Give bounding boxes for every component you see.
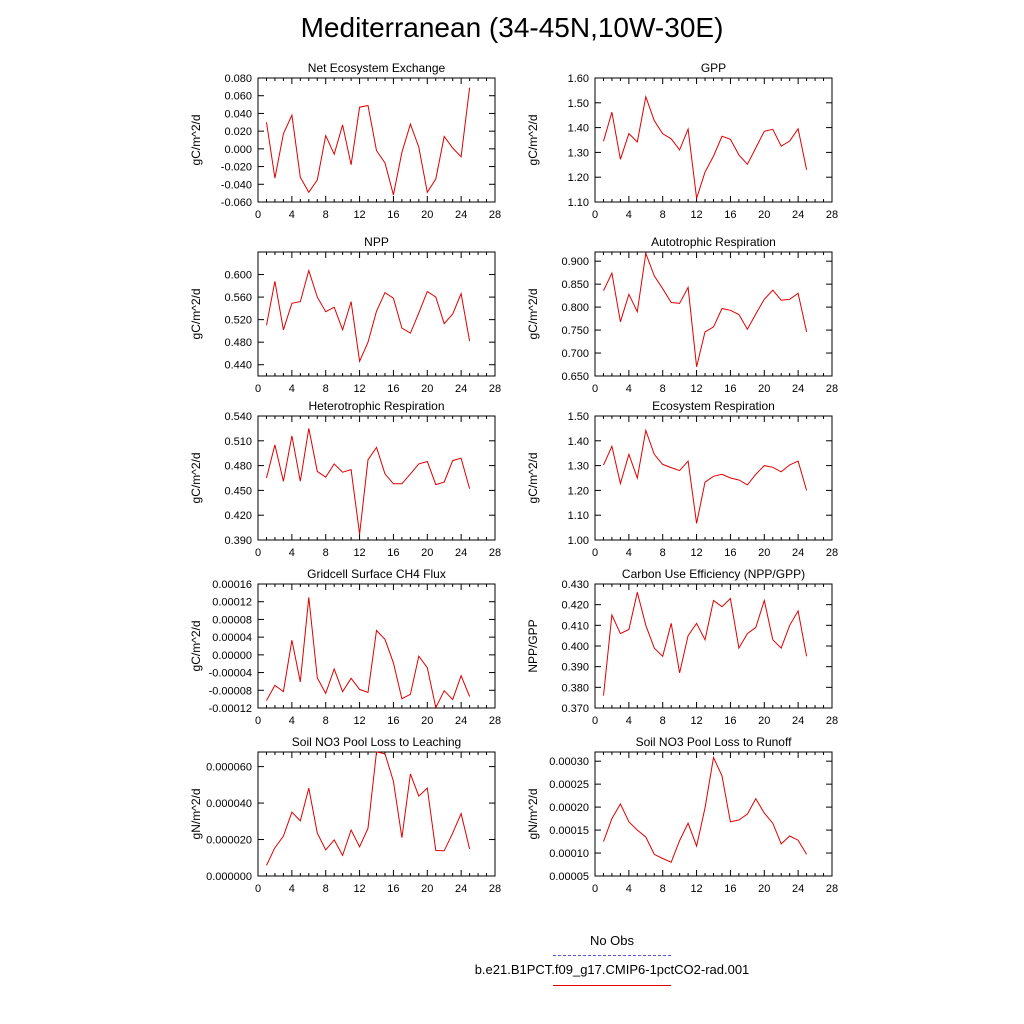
- plot-frame: [595, 78, 832, 202]
- x-tick-label: 12: [353, 209, 366, 221]
- x-tick-label: 20: [421, 209, 434, 221]
- y-tick-label: 0.430: [561, 579, 589, 591]
- y-tick-label: 0.00008: [212, 614, 252, 627]
- y-tick-label: 0.540: [224, 411, 252, 423]
- x-tick-label: 28: [825, 715, 839, 727]
- x-tick-label: 16: [387, 383, 400, 395]
- x-tick-label: 28: [825, 883, 839, 895]
- x-tick-label: 8: [659, 547, 666, 559]
- x-tick-label: 12: [353, 715, 366, 727]
- legend-obs-label: No Obs: [589, 933, 635, 948]
- y-tick-label: 1.50: [567, 411, 589, 423]
- x-tick-label: 12: [353, 547, 366, 559]
- x-tick-label: 4: [625, 715, 632, 727]
- x-tick-label: 28: [825, 547, 839, 559]
- x-tick-label: 0: [254, 209, 262, 221]
- y-tick-label: 1.60: [567, 73, 589, 85]
- legend-model-label: b.e21.B1PCT.f09_g17.CMIP6-1pctCO2-rad.001: [474, 962, 750, 977]
- x-tick-label: 0: [591, 715, 599, 727]
- y-tick-label: 0.00030: [549, 756, 589, 769]
- y-axis-label: gC/m^2/d: [526, 452, 540, 504]
- panel-9: [189, 735, 501, 895]
- x-tick-label: 24: [455, 547, 468, 559]
- y-tick-label: 0.390: [561, 661, 589, 674]
- y-tick-label: 0.000040: [206, 798, 252, 811]
- y-tick-label: 0.850: [561, 279, 589, 292]
- y-tick-label: 0.520: [224, 314, 252, 327]
- x-tick-label: 8: [322, 209, 329, 221]
- x-tick-label: 0: [591, 547, 599, 559]
- series-line: [604, 592, 807, 695]
- y-tick-label: 0.000000: [206, 871, 252, 883]
- x-tick-label: 8: [322, 883, 329, 895]
- x-tick-label: 0: [591, 883, 599, 895]
- x-tick-label: 28: [825, 209, 839, 221]
- series-line: [604, 758, 807, 863]
- x-tick-label: 12: [690, 715, 703, 727]
- y-tick-label: 1.20: [567, 172, 589, 185]
- panel-4: [526, 235, 838, 395]
- y-tick-label: 0.420: [224, 510, 252, 523]
- series-line: [267, 428, 470, 534]
- y-tick-label: 1.30: [567, 460, 589, 473]
- y-axis-label: gC/m^2/d: [526, 288, 540, 340]
- panel-title: NPP: [364, 235, 389, 249]
- y-tick-label: -0.060: [220, 197, 252, 209]
- y-tick-label: 0.000020: [206, 834, 252, 847]
- x-tick-label: 4: [288, 209, 295, 221]
- y-tick-label: 0.00000: [212, 649, 252, 662]
- y-tick-label: 0.480: [224, 460, 252, 473]
- x-tick-label: 20: [758, 209, 771, 221]
- x-tick-label: 0: [591, 209, 599, 221]
- panel-title: Soil NO3 Pool Loss to Leaching: [291, 735, 462, 749]
- x-tick-label: 4: [288, 547, 295, 559]
- y-tick-label: 0.800: [561, 302, 589, 315]
- x-tick-label: 24: [792, 547, 805, 559]
- y-tick-label: 1.40: [567, 435, 589, 448]
- x-tick-label: 8: [659, 883, 666, 895]
- y-tick-label: 0.900: [561, 256, 589, 269]
- x-tick-label: 4: [625, 383, 632, 395]
- x-tick-label: 20: [421, 715, 434, 727]
- y-tick-label: 0.020: [224, 126, 252, 139]
- plot-frame: [258, 252, 495, 376]
- x-tick-label: 28: [488, 383, 502, 395]
- y-axis-label: gC/m^2/d: [189, 288, 203, 340]
- y-tick-label: 0.510: [224, 435, 252, 448]
- panel-title: Net Ecosystem Exchange: [307, 61, 446, 75]
- x-tick-label: 8: [659, 209, 666, 221]
- panel-title: Heterotrophic Respiration: [308, 399, 445, 413]
- x-tick-label: 20: [758, 383, 771, 395]
- x-tick-label: 24: [792, 383, 805, 395]
- y-tick-label: 0.000: [224, 143, 252, 156]
- y-tick-label: 0.00012: [212, 596, 252, 609]
- series-line: [267, 752, 470, 865]
- x-tick-label: 20: [758, 547, 771, 559]
- x-tick-label: 20: [421, 883, 434, 895]
- x-tick-label: 8: [659, 715, 666, 727]
- y-tick-label: 0.700: [561, 348, 589, 361]
- y-tick-label: 0.560: [224, 292, 252, 305]
- panel-6: [526, 399, 838, 559]
- panel-5: [189, 399, 501, 559]
- y-tick-label: 1.30: [567, 147, 589, 160]
- x-tick-label: 4: [625, 209, 632, 221]
- x-tick-label: 16: [387, 209, 400, 221]
- x-tick-label: 20: [421, 547, 434, 559]
- y-tick-label: 0.420: [561, 599, 589, 612]
- plot-frame: [258, 416, 495, 540]
- y-tick-label: 0.00004: [212, 632, 252, 645]
- y-tick-label: -0.00004: [208, 667, 252, 680]
- panel-2: [526, 61, 838, 221]
- y-tick-label: 0.00025: [549, 779, 589, 792]
- y-tick-label: 0.380: [561, 682, 589, 695]
- x-tick-label: 16: [724, 547, 737, 559]
- y-tick-label: 0.410: [561, 620, 589, 633]
- y-axis-label: gN/m^2/d: [526, 788, 540, 840]
- y-tick-label: 1.40: [567, 122, 589, 135]
- plot-frame: [258, 78, 495, 202]
- x-tick-label: 16: [724, 383, 737, 395]
- y-tick-label: 1.00: [567, 535, 589, 547]
- x-tick-label: 8: [659, 383, 666, 395]
- y-axis-label: gC/m^2/d: [189, 114, 203, 166]
- x-tick-label: 0: [254, 715, 262, 727]
- x-tick-label: 0: [254, 547, 262, 559]
- x-tick-label: 16: [724, 883, 737, 895]
- series-line: [604, 253, 807, 366]
- y-tick-label: 0.00010: [549, 848, 589, 861]
- y-tick-label: 1.10: [567, 510, 589, 523]
- y-tick-label: 0.450: [224, 485, 252, 498]
- y-tick-label: -0.040: [220, 179, 252, 192]
- x-tick-label: 16: [387, 547, 400, 559]
- y-tick-label: 0.480: [224, 337, 252, 350]
- x-tick-label: 28: [488, 715, 502, 727]
- x-tick-label: 0: [254, 883, 262, 895]
- x-tick-label: 8: [322, 547, 329, 559]
- y-axis-label: gC/m^2/d: [189, 620, 203, 672]
- y-tick-label: -0.020: [220, 161, 252, 174]
- x-tick-label: 24: [455, 209, 468, 221]
- series-line: [604, 430, 807, 523]
- panel-3: [189, 235, 501, 395]
- x-tick-label: 4: [625, 547, 632, 559]
- series-line: [267, 597, 470, 707]
- y-tick-label: 0.600: [224, 269, 252, 282]
- y-axis-label: gN/m^2/d: [189, 788, 203, 840]
- y-tick-label: 0.650: [561, 371, 589, 383]
- y-tick-label: 0.00016: [212, 579, 252, 591]
- x-tick-label: 12: [690, 883, 703, 895]
- series-line: [267, 88, 470, 195]
- page-title: Mediterranean (34-45N,10W-30E): [300, 12, 724, 43]
- x-tick-label: 12: [690, 209, 703, 221]
- x-tick-label: 20: [758, 883, 771, 895]
- y-axis-label: gC/m^2/d: [526, 114, 540, 166]
- x-tick-label: 24: [792, 209, 805, 221]
- panel-8: [526, 567, 838, 727]
- y-tick-label: -0.00008: [208, 685, 252, 698]
- panel-title: GPP: [700, 61, 727, 75]
- y-tick-label: 0.060: [224, 90, 252, 103]
- legend-model-line: [553, 985, 671, 986]
- x-tick-label: 16: [387, 883, 400, 895]
- x-tick-label: 28: [488, 883, 502, 895]
- panel-title: Soil NO3 Pool Loss to Runoff: [635, 735, 792, 749]
- x-tick-label: 8: [322, 715, 329, 727]
- x-tick-label: 16: [724, 715, 737, 727]
- x-tick-label: 4: [625, 883, 632, 895]
- y-tick-label: 0.390: [224, 535, 252, 547]
- legend-obs-line: [553, 955, 671, 956]
- panel-10: [526, 735, 838, 895]
- x-tick-label: 24: [455, 715, 468, 727]
- x-tick-label: 28: [825, 383, 839, 395]
- x-tick-label: 20: [758, 715, 771, 727]
- x-tick-label: 12: [353, 883, 366, 895]
- x-tick-label: 4: [288, 883, 295, 895]
- x-tick-label: 4: [288, 383, 295, 395]
- x-tick-label: 24: [455, 383, 468, 395]
- x-tick-label: 28: [488, 209, 502, 221]
- y-tick-label: 0.040: [224, 108, 252, 121]
- series-line: [267, 271, 470, 362]
- x-tick-label: 0: [254, 383, 262, 395]
- panel-7: [189, 567, 501, 727]
- x-tick-label: 12: [690, 383, 703, 395]
- y-tick-label: 0.080: [224, 73, 252, 85]
- x-tick-label: 24: [792, 883, 805, 895]
- panel-title: Carbon Use Efficiency (NPP/GPP): [621, 567, 806, 581]
- y-tick-label: 1.10: [567, 197, 589, 209]
- y-tick-label: 0.440: [224, 359, 252, 372]
- x-tick-label: 24: [792, 715, 805, 727]
- y-tick-label: 1.20: [567, 485, 589, 498]
- y-tick-label: -0.00012: [208, 703, 252, 715]
- y-tick-label: 0.00005: [549, 871, 589, 883]
- y-tick-label: 0.00015: [549, 825, 589, 838]
- x-tick-label: 12: [353, 383, 366, 395]
- x-tick-label: 16: [724, 209, 737, 221]
- plot-frame: [595, 416, 832, 540]
- y-axis-label: gC/m^2/d: [189, 452, 203, 504]
- series-line: [604, 97, 807, 199]
- plot-frame: [595, 752, 832, 876]
- x-tick-label: 0: [591, 383, 599, 395]
- y-tick-label: 0.750: [561, 325, 589, 338]
- y-tick-label: 0.000060: [206, 761, 252, 774]
- panel-title: Autotrophic Respiration: [651, 235, 776, 249]
- x-tick-label: 8: [322, 383, 329, 395]
- x-tick-label: 28: [488, 547, 502, 559]
- y-tick-label: 0.00020: [549, 802, 589, 815]
- panel-title: Gridcell Surface CH4 Flux: [307, 567, 446, 581]
- x-tick-label: 24: [455, 883, 468, 895]
- x-tick-label: 4: [288, 715, 295, 727]
- y-tick-label: 0.370: [561, 703, 589, 715]
- panel-1: [189, 61, 501, 221]
- y-tick-label: 1.50: [567, 97, 589, 110]
- x-tick-label: 12: [690, 547, 703, 559]
- y-axis-label: NPP/GPP: [526, 619, 540, 673]
- x-tick-label: 20: [421, 383, 434, 395]
- x-tick-label: 16: [387, 715, 400, 727]
- plot-frame: [595, 252, 832, 376]
- y-tick-label: 0.400: [561, 641, 589, 653]
- panel-title: Ecosystem Respiration: [652, 399, 775, 413]
